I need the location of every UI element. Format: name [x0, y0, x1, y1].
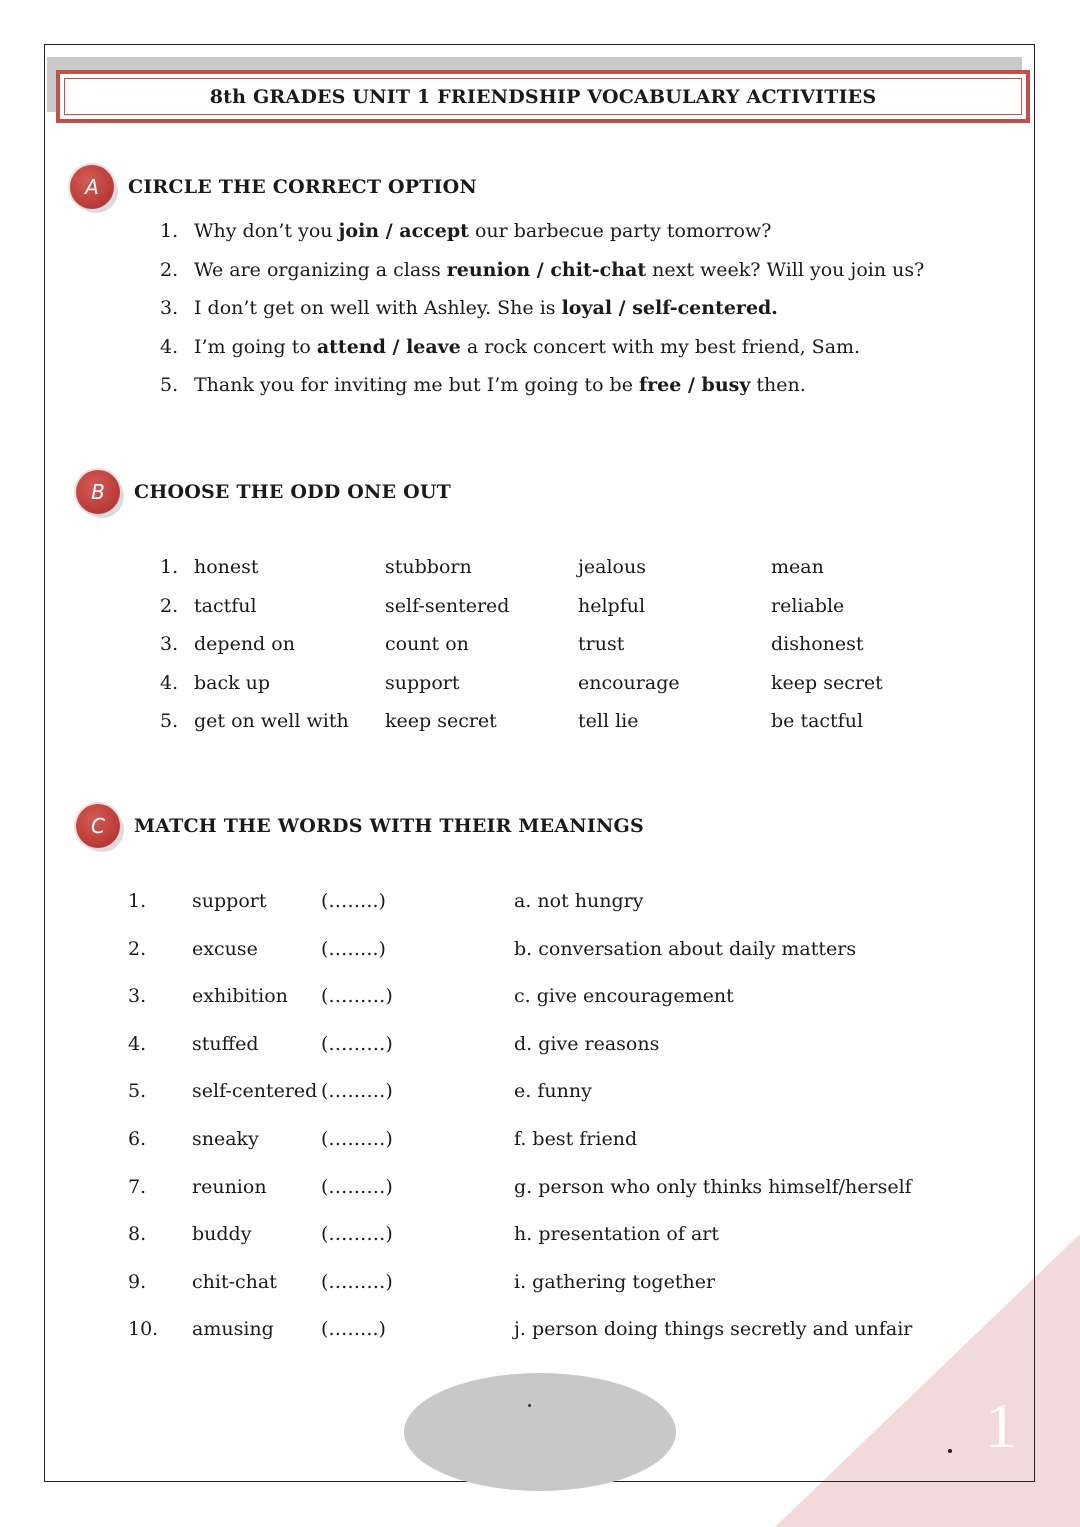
table-row: 8. buddy (………) h. presentation of art: [128, 1223, 934, 1271]
table-row: 4. stuffed (………) d. give reasons: [128, 1033, 934, 1081]
section-c-heading: MATCH THE WORDS WITH THEIR MEANINGS: [134, 815, 644, 837]
answer-blank[interactable]: (………): [321, 1032, 393, 1055]
list-item: 4. I’m going to attend / leave a rock concert with my best friend, Sam.: [160, 335, 861, 358]
section-c-badge: C: [76, 804, 120, 848]
list-item: 5. Thank you for inviting me but I’m going to be free / busy then.: [160, 374, 806, 396]
table-row: 7. reunion (………) g. person who only thinks himself/herself: [128, 1176, 934, 1224]
answer-blank[interactable]: (………): [321, 985, 393, 1008]
section-a-badge: A: [70, 165, 114, 209]
matching-list: [128, 890, 934, 1366]
section-a-header: [70, 165, 477, 209]
answer-blank[interactable]: (……..): [321, 937, 386, 960]
table-row: 1. honest stubborn jealous mean: [160, 556, 824, 578]
table-row: 2. excuse (……..) b. conversation about daily matters: [128, 938, 934, 986]
table-row: 10. amusing (……..) j. person doing things secretly and unfair: [128, 1318, 934, 1366]
table-row: 4. back up support encourage keep secret: [160, 671, 883, 694]
section-b-badge: B: [76, 470, 120, 514]
table-row: 3. depend on count on trust dishonest: [160, 633, 864, 655]
section-c-header: [76, 804, 644, 848]
table-row: 5. self-centered (………) e. funny: [128, 1080, 934, 1128]
section-a-heading: CIRCLE THE CORRECT OPTION: [128, 176, 477, 198]
answer-blank[interactable]: (………): [321, 1127, 393, 1150]
page-number-dot: [948, 1449, 952, 1453]
footer-oval: [404, 1373, 676, 1491]
answer-blank[interactable]: (………): [321, 1080, 393, 1103]
footer-dot: [528, 1404, 531, 1407]
table-row: 3. exhibition (………) c. give encouragement: [128, 985, 934, 1033]
list-item: 3. I don’t get on well with Ashley. She is loyal / self-centered.: [160, 297, 778, 319]
table-row: 5. get on well with keep secret tell lie be tactful: [160, 710, 864, 732]
section-b-header: [76, 470, 451, 514]
section-b-heading: CHOOSE THE ODD ONE OUT: [134, 481, 451, 503]
answer-blank[interactable]: (……..): [321, 890, 386, 912]
odd-one-out-grid: [160, 556, 931, 749]
table-row: 1. support (……..) a. not hungry: [128, 890, 934, 938]
answer-blank[interactable]: (……..): [321, 1318, 386, 1341]
list-item: 2. We are organizing a class reunion / chit-chat next week? Will you join us?: [160, 258, 925, 281]
section-a-list: [160, 220, 924, 413]
page-title: 8th GRADES UNIT 1 FRIENDSHIP VOCABULARY ACTIVITIES: [64, 78, 1022, 115]
table-row: 6. sneaky (………) f. best friend: [128, 1128, 934, 1176]
list-item: 1. Why don’t you join / accept our barbecue party tomorrow?: [160, 220, 772, 242]
page-number: 1: [985, 1390, 1017, 1461]
table-row: 9. chit-chat (………) i. gathering together: [128, 1271, 934, 1319]
title-box: [56, 70, 1030, 123]
answer-blank[interactable]: (………): [321, 1270, 393, 1293]
answer-blank[interactable]: (………): [321, 1175, 393, 1198]
table-row: 2. tactful self-sentered helpful reliable: [160, 594, 845, 617]
answer-blank[interactable]: (………): [321, 1223, 393, 1246]
